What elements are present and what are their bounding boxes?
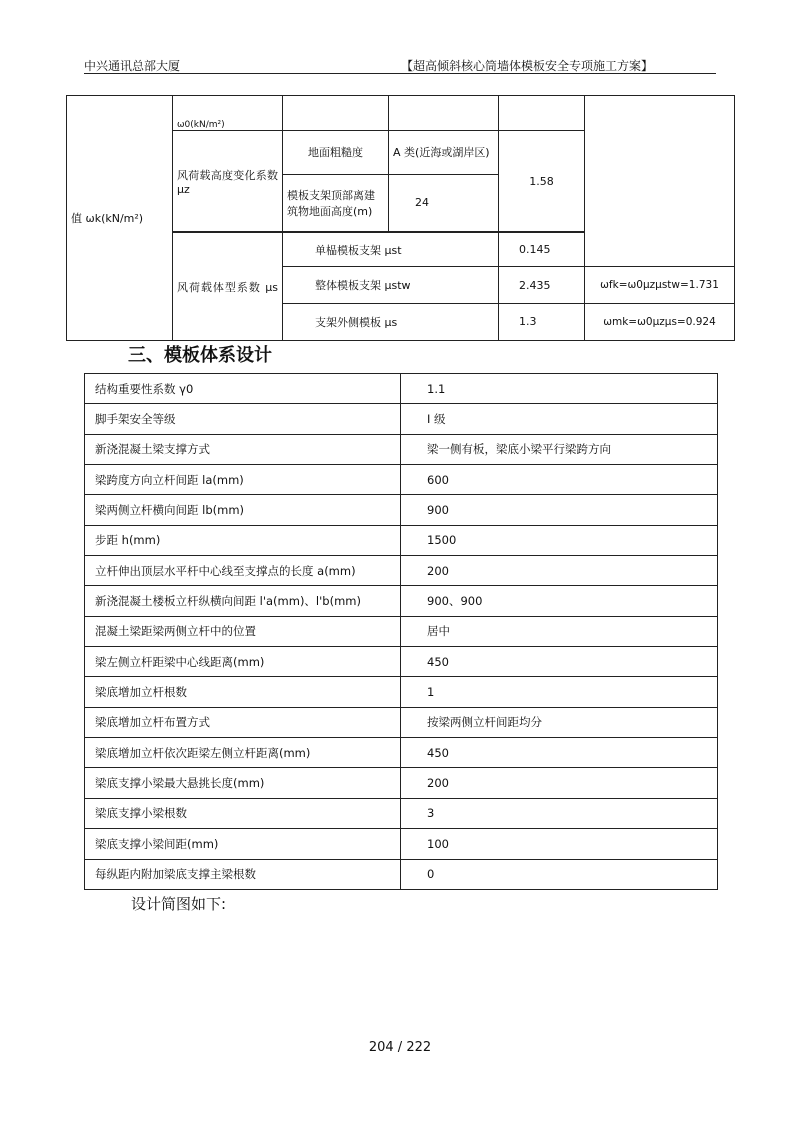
table-row	[85, 495, 718, 525]
page-number: 204 / 222	[368, 1040, 432, 1055]
table-row	[85, 768, 718, 798]
parameter-label: 每纵距内附加梁底支撑主梁根数	[85, 859, 401, 890]
parameter-value: 900、900	[401, 586, 718, 616]
parameter-label: 梁底增加立杆依次距梁左侧立杆距离(mm)	[85, 738, 401, 768]
uz-value: 1.58	[499, 131, 585, 232]
parameter-value: 450	[401, 647, 718, 677]
header-document-title: 【超高倾斜核心筒墙体模板安全专项施工方案】	[401, 59, 654, 73]
whole-frame-formula: ωfk=ω0μzμstw=1.731	[585, 267, 735, 303]
parameter-label: 梁左侧立杆距梁中心线距离(mm)	[85, 647, 401, 677]
parameter-label: 混凝土梁距梁两侧立杆中的位置	[85, 616, 401, 646]
parameter-value: 0	[401, 859, 718, 890]
uz-label: 风荷载高度变化系数 μz	[173, 131, 283, 232]
outer-formwork-label: 支架外侧模板 μs	[283, 303, 499, 340]
parameter-value: 900	[401, 495, 718, 525]
section-title: 三、模板体系设计	[128, 345, 272, 366]
parameter-value: 100	[401, 829, 718, 859]
table-row	[85, 616, 718, 646]
parameter-label: 新浇混凝土梁支撑方式	[85, 434, 401, 464]
parameter-value: 1.1	[401, 374, 718, 404]
header-divider	[84, 73, 716, 74]
empty-cell	[499, 96, 585, 131]
parameter-value: 按梁两侧立杆间距均分	[401, 707, 718, 737]
parameter-value: 450	[401, 738, 718, 768]
roughness-value: A 类(近海或湖岸区)	[389, 131, 499, 174]
parameter-label: 步距 h(mm)	[85, 525, 401, 555]
w0-label: ω0(kN/m²)	[173, 96, 283, 131]
table-row	[85, 859, 718, 890]
height-label: 模板支架顶部离建筑物地面高度(m)	[283, 174, 389, 231]
empty-cell	[585, 96, 735, 267]
parameter-label: 梁底增加立杆根数	[85, 677, 401, 707]
table-row	[85, 738, 718, 768]
parameter-value: 200	[401, 556, 718, 586]
parameter-value: I 级	[401, 404, 718, 434]
table-row	[85, 829, 718, 859]
single-frame-label: 单榀模板支架 μst	[283, 233, 499, 267]
table-row	[85, 798, 718, 828]
design-sketch-note: 设计简图如下:	[131, 895, 227, 913]
parameter-value: 3	[401, 798, 718, 828]
table-row	[85, 647, 718, 677]
parameter-label: 梁底支撑小梁根数	[85, 798, 401, 828]
parameter-label: 梁底支撑小梁最大悬挑长度(mm)	[85, 768, 401, 798]
table-row	[85, 374, 718, 404]
empty-cell	[389, 96, 499, 131]
table-row	[85, 434, 718, 464]
wind-outer-label: 值 ωk(kN/m²)	[67, 96, 173, 341]
single-frame-value: 0.145	[499, 233, 585, 267]
outer-formwork-formula: ωmk=ω0μzμs=0.924	[585, 303, 735, 340]
parameter-value: 梁一侧有板，梁底小梁平行梁跨方向	[401, 434, 718, 464]
parameter-label: 脚手架安全等级	[85, 404, 401, 434]
table-row	[85, 586, 718, 616]
table-row	[85, 525, 718, 555]
design-parameter-table	[84, 373, 718, 890]
whole-frame-value: 2.435	[499, 267, 585, 303]
table-row	[85, 556, 718, 586]
parameter-value: 200	[401, 768, 718, 798]
height-value: 24	[389, 174, 499, 231]
parameter-label: 梁底增加立杆布置方式	[85, 707, 401, 737]
parameter-value: 居中	[401, 616, 718, 646]
parameter-label: 新浇混凝土楼板立杆纵横向间距 l'a(mm)、l'b(mm)	[85, 586, 401, 616]
parameter-label: 梁底支撑小梁间距(mm)	[85, 829, 401, 859]
parameter-value: 1	[401, 677, 718, 707]
roughness-label: 地面粗糙度	[283, 131, 389, 174]
parameter-label: 立杆伸出顶层水平杆中心线至支撑点的长度 a(mm)	[85, 556, 401, 586]
whole-frame-label: 整体模板支架 μstw	[283, 267, 499, 303]
header-project-name: 中兴通讯总部大厦	[84, 59, 181, 73]
parameter-value: 1500	[401, 525, 718, 555]
us-label: 风荷载体型系数 μs	[173, 233, 283, 341]
parameter-label: 梁跨度方向立杆间距 la(mm)	[85, 465, 401, 495]
outer-formwork-value: 1.3	[499, 303, 585, 340]
table-row	[85, 707, 718, 737]
wind-load-table	[66, 95, 735, 341]
table-row	[85, 677, 718, 707]
parameter-value: 600	[401, 465, 718, 495]
table-row	[85, 465, 718, 495]
parameter-label: 结构重要性系数 γ0	[85, 374, 401, 404]
parameter-label: 梁两侧立杆横向间距 lb(mm)	[85, 495, 401, 525]
empty-cell	[283, 96, 389, 131]
table-row	[85, 404, 718, 434]
